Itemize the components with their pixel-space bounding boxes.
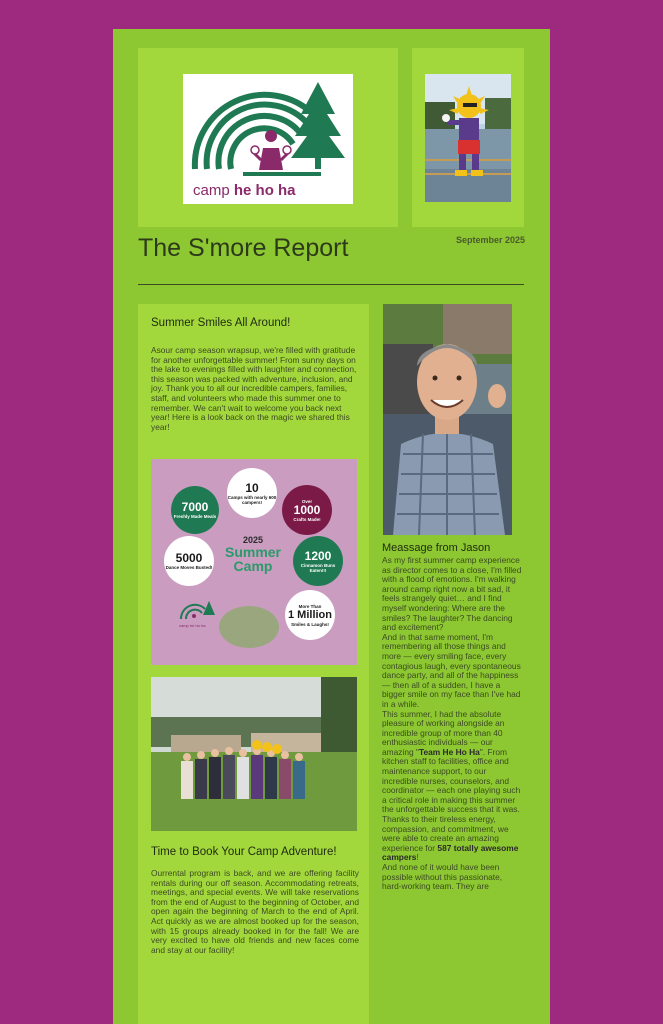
- stat-camps-label: Camps with nearly 600 campers!: [227, 494, 277, 505]
- logo-panel: [138, 48, 398, 227]
- mini-camp-logo: [177, 599, 217, 629]
- message-heading: Meassage from Jason: [382, 542, 491, 554]
- jason-photo: [383, 304, 512, 535]
- stat-smiles: [285, 590, 335, 640]
- header-divider: [138, 284, 524, 285]
- summer-camp-title: [213, 535, 293, 573]
- stat-crafts-prefix: Over: [301, 498, 313, 504]
- summer-smiles-body: Asour camp season wrapsup, we're filled with gratitude for another unforgettable summer! From sunny days on the lake to evenings filled with laughter and connection, this season was packed with adventure, inclusion, and joy. Thank you to all our incredible campers, families, staff, and volunteers who made this summer one to remember. We can't wait to welcome you back next year! Here is a look back on the magic we shared this year!: [151, 345, 357, 432]
- mini-logo-text: camp he ho ha: [179, 623, 206, 628]
- message-paragraph-2: And in that same moment, I'm remembering all those things and more — every smiling face, every contagious laugh, every spontaneous dance party, and all of the happiness — then all of a sudden, I have a bigger smile on my face than I've had in a while.: [382, 631, 521, 709]
- stat-camps-value: 10: [245, 480, 259, 495]
- book-adventure-body: Ourrental program is back, and we are offering facility rentals during our off season. Accommodating retreats, meetings, and special events. We will take reservations from the end of August to the beginning of October, and open again the beginning of March to the end of April. Act quickly as we are almost booked up for the season, with 15 groups already booked in for the fall! We are very excited to have old friends and new faces come and stay at our facility!: [151, 868, 359, 955]
- left-column: [138, 304, 369, 1024]
- stat-meals: [171, 486, 219, 534]
- newsletter-date: September 2025: [455, 235, 525, 245]
- stat-buns-value: 1200: [304, 548, 332, 563]
- summer-camp-title-line1: Summer: [224, 544, 282, 560]
- message-p3-start: This summer, I had the absolute pleasure of working alongside an incredible group of more than 40 enthusiastic individuals — our amazing ": [382, 708, 505, 757]
- message-paragraph-1: As my first summer camp experience as director comes to a close, I'm filled with a flood of emotions. I'm walking around camp right now a bit sad, it feels strangely quiet… and I find myself wondering: Where are the smiles? The laughter? The dancing and excitement?: [382, 555, 522, 633]
- message-p4-start: Thanks to their tireless energy, compassion, and commitment, we were able to create an amazing experience for: [382, 814, 509, 853]
- summer-camp-year: 2025: [242, 535, 264, 545]
- stat-cinnamon-buns: [293, 536, 343, 586]
- grass-photo-circle: [219, 606, 279, 648]
- newsletter-title: The S'more Report: [138, 234, 349, 262]
- stat-buns-label: Cinnamon Buns Eaten!!!: [300, 562, 336, 573]
- message-paragraph-4: [382, 815, 522, 863]
- stat-smiles-value: 1 Million: [288, 608, 332, 621]
- summer-camp-title-line2: Camp: [233, 558, 273, 574]
- newsletter-sheet: [113, 29, 550, 1024]
- stat-smiles-label: Smiles & Laughs!: [291, 621, 329, 627]
- stat-meals-value: 7000: [181, 500, 209, 514]
- logo-text-name: he ho ha: [233, 182, 296, 199]
- stat-crafts: [282, 485, 332, 535]
- message-paragraph-5: And none of it would have been possible without this passionate, hard-working team. They are: [382, 862, 503, 892]
- svg-text:camp he ho ha: [193, 182, 296, 199]
- message-paragraph-3: [382, 710, 522, 816]
- camper-count: 587 totally awesome campers: [382, 842, 519, 863]
- book-adventure-heading: Time to Book Your Camp Adventure!: [151, 846, 337, 858]
- stat-meals-label: Freshly Made Meals: [173, 514, 217, 519]
- stat-dance-label: Dance Moves Busted!: [165, 565, 213, 570]
- stat-dance-moves: [164, 536, 214, 586]
- mascot-photo: [425, 74, 511, 202]
- stat-dance-value: 5000: [175, 551, 203, 565]
- stat-camps: [227, 468, 277, 518]
- message-p3-end: ". From kitchen staff to facilities, office and maintenance support, to our incredible nurses, counselors, and coordinator — each one playing such a critical role in making this summer the unforgettable success that it was.: [382, 746, 521, 815]
- stat-crafts-label: Crafts Made!: [293, 516, 321, 522]
- message-from-jason: [382, 542, 522, 892]
- message-p4-end: !: [416, 852, 419, 863]
- summer-smiles-heading: Summer Smiles All Around!: [151, 317, 291, 329]
- mascot-panel: [412, 48, 524, 227]
- team-name: Team He Ho Ha: [418, 746, 480, 757]
- logo-text-prefix: camp: [193, 182, 234, 199]
- stat-crafts-value: 1000: [293, 502, 321, 517]
- summer-camp-stats-graphic: [151, 459, 357, 665]
- camp-logo: [183, 74, 353, 204]
- group-photo: [151, 677, 357, 831]
- stat-smiles-prefix: More Than: [298, 603, 322, 609]
